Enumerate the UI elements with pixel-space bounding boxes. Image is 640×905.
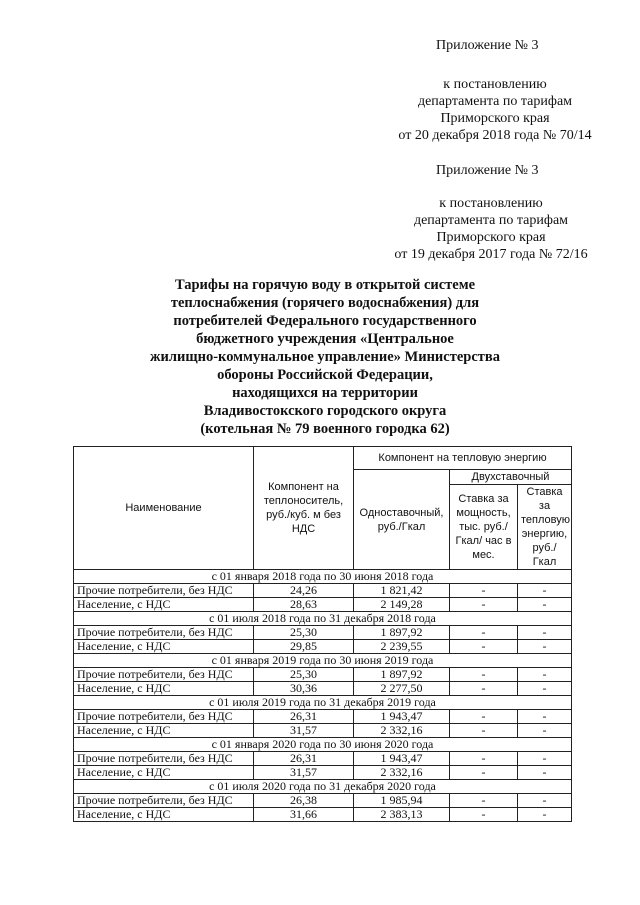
appendix-title-2: Приложение № 3 bbox=[436, 163, 539, 178]
row-carrier: 26,31 bbox=[254, 752, 354, 766]
period-row bbox=[74, 780, 572, 794]
row-name: Население, с НДС bbox=[74, 808, 254, 822]
header-capacity-rate: Ставка за мощность, тыс. руб./Гкал/ час в мес. bbox=[450, 485, 518, 570]
period-label: с 01 января 2018 года по 30 июня 2018 года bbox=[74, 570, 572, 584]
row-single: 1 985,94 bbox=[354, 794, 450, 808]
title-line: теплоснабжения (горячего водоснабжения) для bbox=[170, 295, 480, 311]
row-name: Прочие потребители, без НДС bbox=[74, 626, 254, 640]
title-line: жилищно-коммунальное управление» Министерства bbox=[150, 349, 500, 365]
row-name: Прочие потребители, без НДС bbox=[74, 752, 254, 766]
appendix-1-line-2: департамента по тарифам bbox=[417, 94, 573, 109]
row-carrier: 26,31 bbox=[254, 710, 354, 724]
row-name: Прочие потребители, без НДС bbox=[74, 668, 254, 682]
table-row bbox=[74, 794, 572, 808]
table-row bbox=[74, 808, 572, 822]
table-row bbox=[74, 640, 572, 654]
row-carrier: 24,26 bbox=[254, 584, 354, 598]
appendix-block-2 bbox=[366, 195, 616, 263]
row-energy: - bbox=[518, 668, 572, 682]
row-single: 1 897,92 bbox=[354, 668, 450, 682]
row-capacity: - bbox=[450, 808, 518, 822]
period-row bbox=[74, 738, 572, 752]
row-single: 2 149,28 bbox=[354, 598, 450, 612]
row-carrier: 31,57 bbox=[254, 724, 354, 738]
table-row bbox=[74, 598, 572, 612]
period-label: с 01 июля 2018 года по 31 декабря 2018 года bbox=[74, 612, 572, 626]
header-single-rate: Одноставочный, руб./Гкал bbox=[354, 470, 450, 570]
header-row-1 bbox=[74, 447, 572, 470]
row-energy: - bbox=[518, 682, 572, 696]
header-two-rate: Двухставочный bbox=[450, 470, 572, 485]
row-capacity: - bbox=[450, 766, 518, 780]
header-name: Наименование bbox=[74, 447, 254, 570]
table-row bbox=[74, 766, 572, 780]
header-carrier: Компонент на теплоноситель, руб./куб. м без НДС bbox=[254, 447, 354, 570]
row-energy: - bbox=[518, 710, 572, 724]
row-single: 2 332,16 bbox=[354, 724, 450, 738]
document-title bbox=[130, 276, 520, 438]
table-row bbox=[74, 584, 572, 598]
row-energy: - bbox=[518, 598, 572, 612]
appendix-2-line-4: от 19 декабря 2017 года № 72/16 bbox=[394, 247, 588, 262]
row-energy: - bbox=[518, 766, 572, 780]
row-energy: - bbox=[518, 626, 572, 640]
row-capacity: - bbox=[450, 668, 518, 682]
row-single: 2 383,13 bbox=[354, 808, 450, 822]
title-line: находящихся на территории bbox=[232, 385, 418, 401]
row-energy: - bbox=[518, 584, 572, 598]
row-name: Население, с НДС bbox=[74, 766, 254, 780]
table-row bbox=[74, 682, 572, 696]
row-single: 1 943,47 bbox=[354, 752, 450, 766]
row-single: 1 897,92 bbox=[354, 626, 450, 640]
row-energy: - bbox=[518, 752, 572, 766]
row-carrier: 31,66 bbox=[254, 808, 354, 822]
title-line: Тарифы на горячую воду в открытой системе bbox=[174, 277, 476, 293]
row-capacity: - bbox=[450, 710, 518, 724]
row-name: Прочие потребители, без НДС bbox=[74, 710, 254, 724]
header-energy-rate: Ставка за тепловую энергию, руб./Гкал bbox=[518, 485, 572, 570]
appendix-1-line-1: к постановлению bbox=[443, 77, 547, 92]
row-name: Население, с НДС bbox=[74, 682, 254, 696]
row-energy: - bbox=[518, 808, 572, 822]
row-capacity: - bbox=[450, 794, 518, 808]
row-capacity: - bbox=[450, 626, 518, 640]
row-capacity: - bbox=[450, 584, 518, 598]
period-row bbox=[74, 696, 572, 710]
period-label: с 01 января 2019 года по 30 июня 2019 года bbox=[74, 654, 572, 668]
row-carrier: 29,85 bbox=[254, 640, 354, 654]
appendix-1-line-4: от 20 декабря 2018 года № 70/14 bbox=[398, 128, 592, 143]
tariff-table bbox=[73, 446, 572, 822]
row-capacity: - bbox=[450, 752, 518, 766]
title-line: Владивостокского городского округа bbox=[203, 403, 447, 419]
appendix-2-line-3: Приморского края bbox=[436, 230, 546, 245]
title-line: потребителей Федерального государственного bbox=[173, 313, 477, 329]
appendix-block-1 bbox=[370, 76, 620, 144]
period-row bbox=[74, 570, 572, 584]
row-single: 1 943,47 bbox=[354, 710, 450, 724]
period-row bbox=[74, 654, 572, 668]
period-row bbox=[74, 612, 572, 626]
row-single: 2 332,16 bbox=[354, 766, 450, 780]
title-line: (котельная № 79 военного городка 62) bbox=[200, 421, 450, 437]
row-energy: - bbox=[518, 724, 572, 738]
row-energy: - bbox=[518, 794, 572, 808]
row-carrier: 28,63 bbox=[254, 598, 354, 612]
row-carrier: 25,30 bbox=[254, 626, 354, 640]
appendix-1-line-3: Приморского края bbox=[440, 111, 550, 126]
row-name: Население, с НДС bbox=[74, 724, 254, 738]
row-name: Прочие потребители, без НДС bbox=[74, 584, 254, 598]
table-row bbox=[74, 724, 572, 738]
period-label: с 01 января 2020 года по 30 июня 2020 года bbox=[74, 738, 572, 752]
table-row bbox=[74, 668, 572, 682]
table-row bbox=[74, 626, 572, 640]
row-capacity: - bbox=[450, 724, 518, 738]
row-single: 2 239,55 bbox=[354, 640, 450, 654]
period-label: с 01 июля 2020 года по 31 декабря 2020 года bbox=[74, 780, 572, 794]
row-capacity: - bbox=[450, 640, 518, 654]
row-name: Население, с НДС bbox=[74, 598, 254, 612]
row-capacity: - bbox=[450, 682, 518, 696]
appendix-2-line-1: к постановлению bbox=[439, 196, 543, 211]
row-name: Прочие потребители, без НДС bbox=[74, 794, 254, 808]
row-carrier: 31,57 bbox=[254, 766, 354, 780]
row-carrier: 26,38 bbox=[254, 794, 354, 808]
title-line: обороны Российской Федерации, bbox=[217, 367, 433, 383]
row-carrier: 30,36 bbox=[254, 682, 354, 696]
period-label: с 01 июля 2019 года по 31 декабря 2019 года bbox=[74, 696, 572, 710]
row-single: 2 277,50 bbox=[354, 682, 450, 696]
row-energy: - bbox=[518, 640, 572, 654]
appendix-title-1: Приложение № 3 bbox=[436, 38, 539, 53]
row-single: 1 821,42 bbox=[354, 584, 450, 598]
appendix-2-line-2: департамента по тарифам bbox=[413, 213, 569, 228]
header-energy: Компонент на тепловую энергию bbox=[354, 447, 572, 470]
row-name: Население, с НДС bbox=[74, 640, 254, 654]
table-row bbox=[74, 752, 572, 766]
row-carrier: 25,30 bbox=[254, 668, 354, 682]
row-capacity: - bbox=[450, 598, 518, 612]
table-row bbox=[74, 710, 572, 724]
title-line: бюджетного учреждения «Центральное bbox=[196, 331, 454, 347]
